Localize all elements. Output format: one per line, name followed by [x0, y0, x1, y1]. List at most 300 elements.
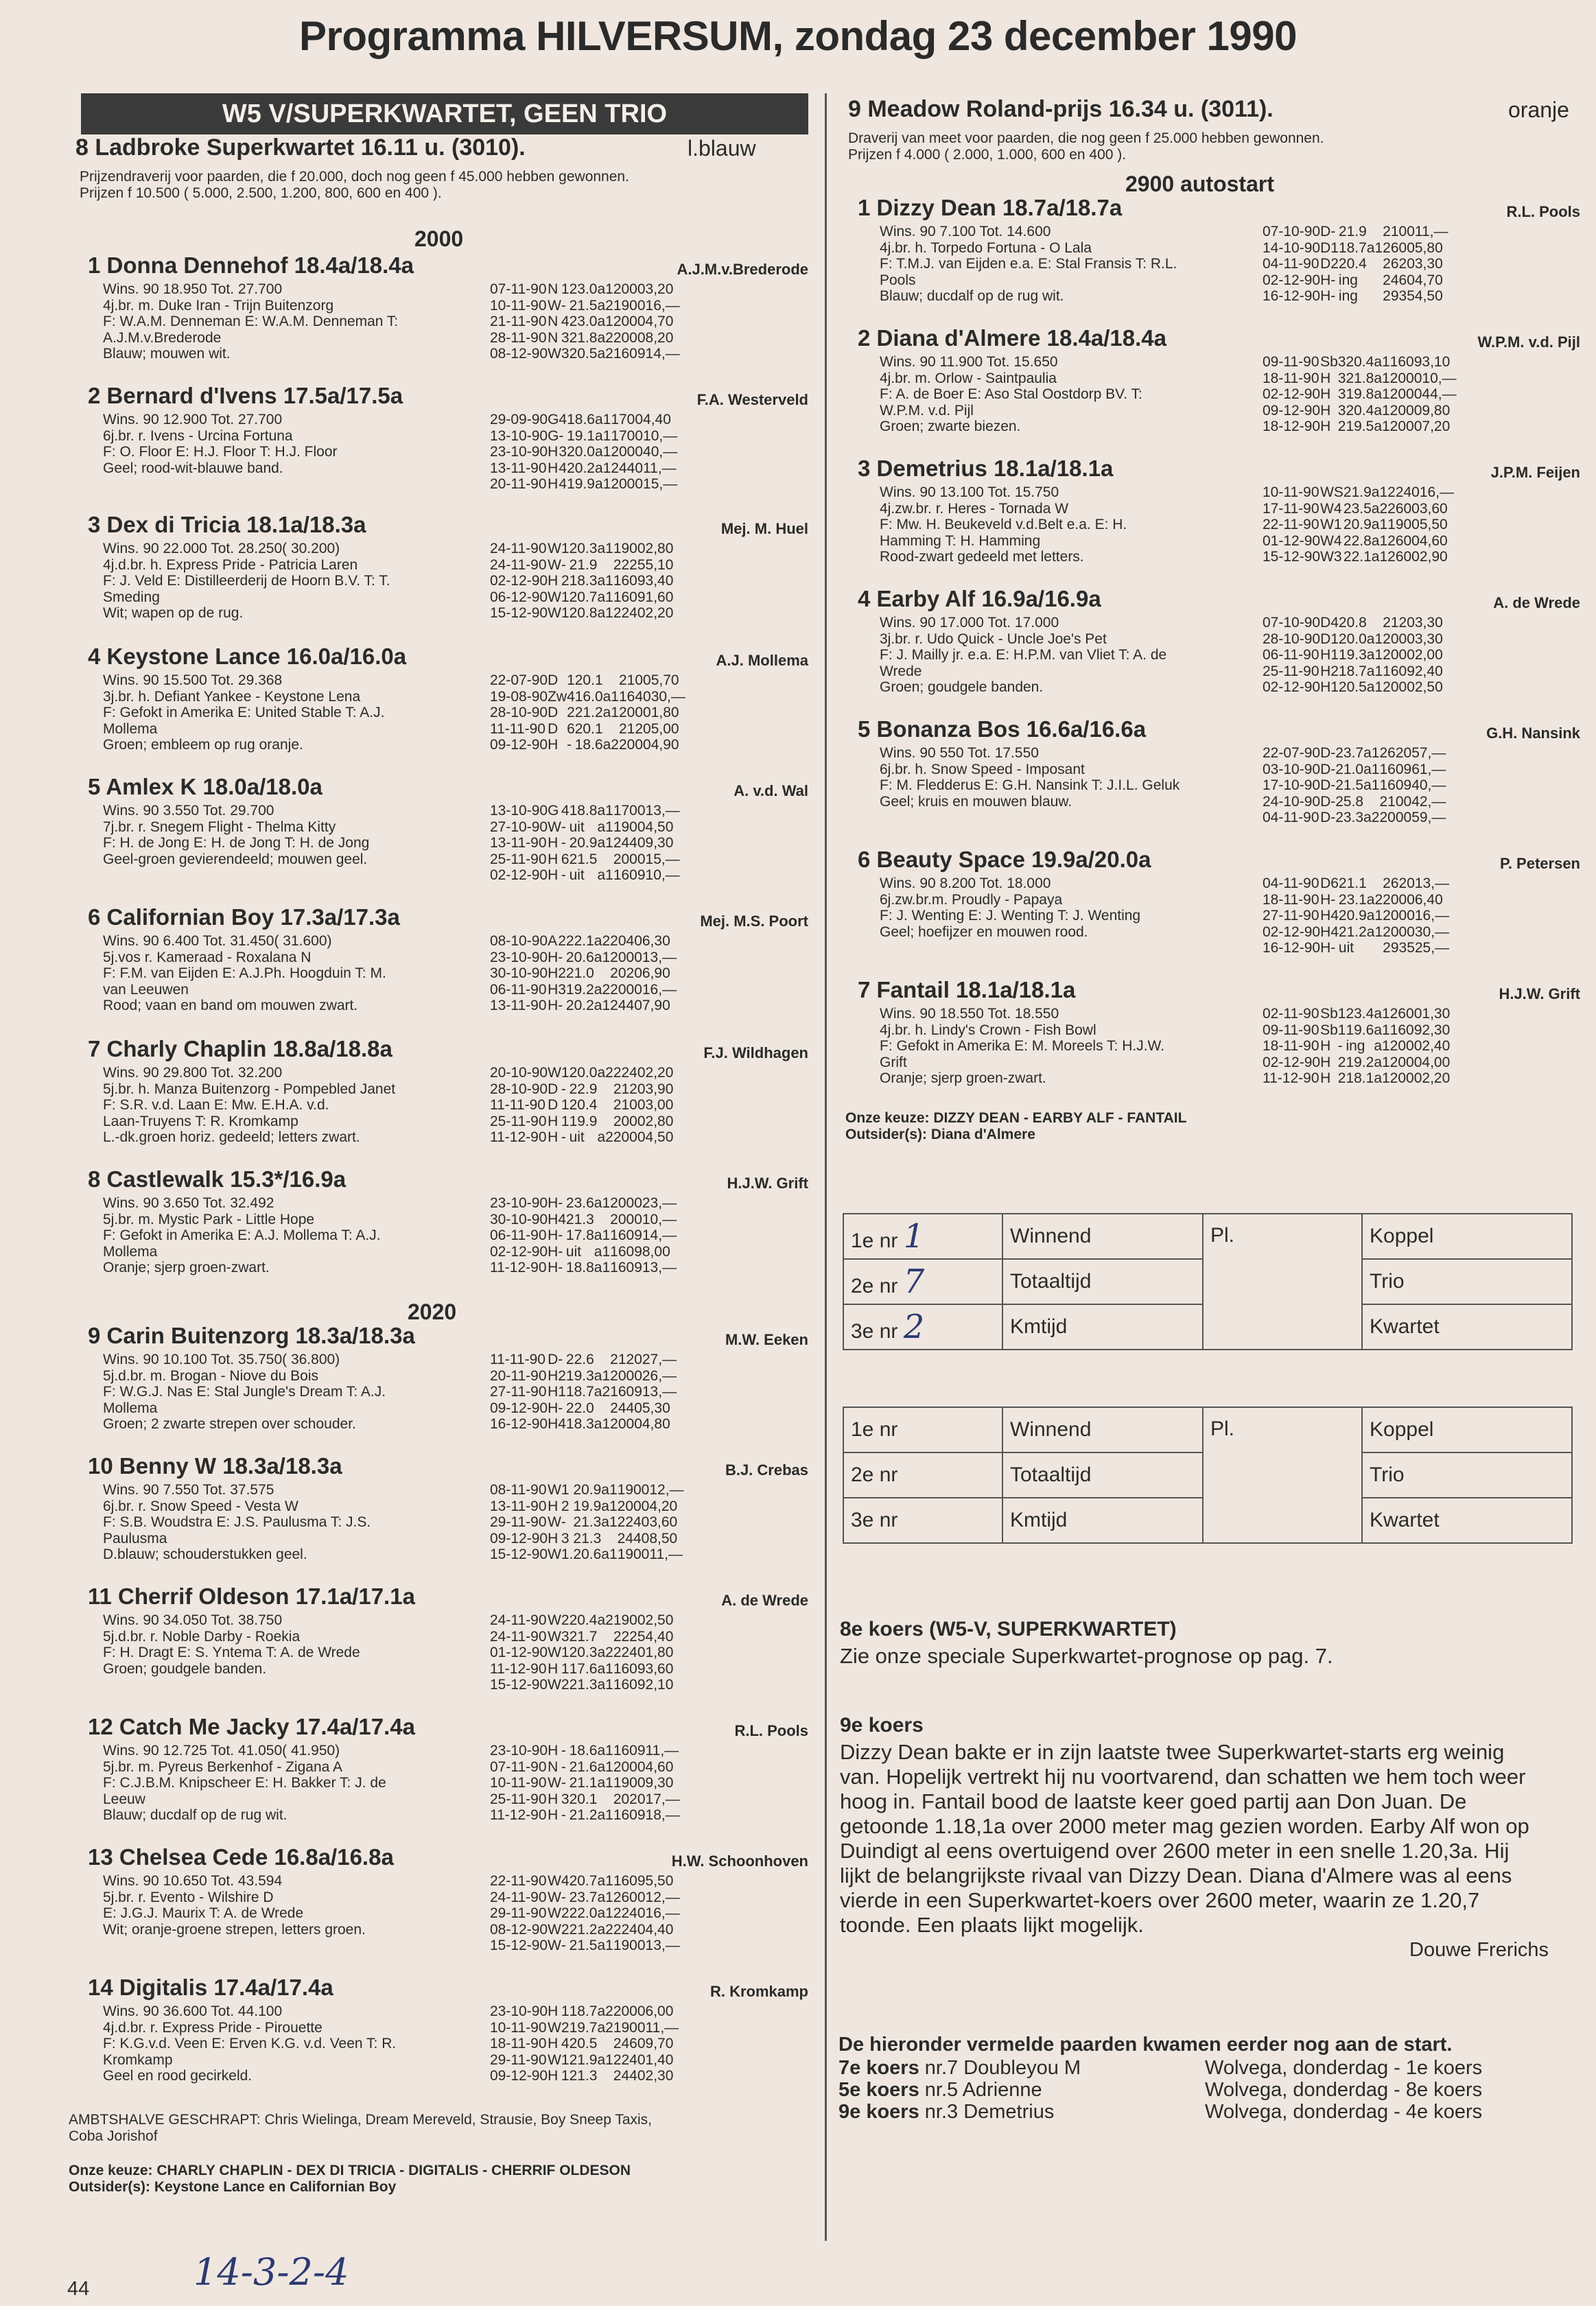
- result-cell: 07-10-90: [1263, 615, 1321, 631]
- horse-name: 5 Amlex K 18.0a/18.0a: [88, 774, 322, 799]
- result-cell: 30-10-90: [490, 1211, 548, 1227]
- result-cell: 17-10-90: [1263, 777, 1321, 793]
- earlier-row: [838, 2079, 1042, 2101]
- result1-handwritten-3: 2: [903, 1308, 925, 1346]
- result-cell: 1: [1330, 679, 1339, 695]
- result-cell: 11-11-90: [490, 1097, 545, 1113]
- horse-info-line: Kromkamp: [103, 2051, 173, 2068]
- result-cell: 1,80: [650, 705, 679, 720]
- result1-handwritten-1: 1: [903, 1217, 925, 1256]
- result-cell: H: [1320, 923, 1331, 940]
- result-cell: 2440: [613, 835, 646, 851]
- horse-info-line: Groen; zwarte biezen.: [880, 419, 1021, 434]
- result-cell: [1367, 288, 1383, 305]
- result-cell: 1609: [613, 346, 646, 362]
- result-row: [490, 1368, 677, 1385]
- result-cell: 19.6: [1346, 1022, 1374, 1038]
- horse-info-line: F: A. de Boer E: Aso Stal Oostdorp BV. T:: [880, 386, 1142, 402]
- result-cell: 1: [1330, 239, 1339, 256]
- result-cell: 1900: [613, 1938, 646, 1953]
- result-cell: Sb: [1320, 354, 1338, 370]
- horse-results: [490, 281, 680, 362]
- horse-info-line: Wins. 90 3.550 Tot. 29.700: [103, 803, 274, 819]
- result-cell: 26,—: [642, 1367, 677, 1384]
- result-cell: 21.3: [573, 1514, 602, 1530]
- result-cell: 21.2: [1338, 923, 1367, 940]
- horse-info-line: F: Mw. H. Beukeveld v.d.Belt e.a. E: H.: [880, 517, 1127, 532]
- result-cell: 1609: [613, 589, 646, 605]
- result-cell: 4,60: [645, 1758, 674, 1775]
- race-9-prizes: Prijzen f 4.000 ( 2.000, 1.000, 600 en 400 ).: [848, 147, 1127, 163]
- horse-results: [1263, 354, 1457, 435]
- result-cell: 2100: [1379, 793, 1412, 810]
- result-cell: 24-11-90: [490, 1628, 547, 1645]
- result-cell: H: [1320, 647, 1331, 663]
- result-row: [490, 476, 677, 493]
- result-row: [490, 541, 673, 557]
- result-row: [490, 1227, 677, 1244]
- result-cell: W: [1320, 532, 1334, 549]
- result-row: [490, 460, 677, 477]
- horse-info-line: Leeuw: [103, 1791, 145, 1807]
- result1-trio: Trio: [1362, 1259, 1572, 1304]
- result-cell: a1: [1374, 370, 1390, 386]
- horse-results: [490, 412, 677, 493]
- result-cell: 8,00: [642, 1243, 670, 1260]
- result-cell: 1609: [613, 1873, 646, 1889]
- horse-info-line: F: C.J.B.M. Knipscheer E: H. Bakker T: J. de: [103, 1775, 386, 1791]
- result-cell: 22-07-90: [490, 672, 548, 688]
- result-cell: 21.3: [573, 1530, 602, 1546]
- result-cell: 2000: [1379, 810, 1412, 825]
- horse-info-line: Wins. 90 22.000 Tot. 28.250( 30.200): [103, 541, 340, 556]
- horse-results: [490, 672, 685, 753]
- result-cell: [594, 1212, 610, 1228]
- result-cell: 19.2: [565, 981, 594, 998]
- result-cell: 2000: [618, 705, 651, 720]
- horse-info-line: F: J. Mailly jr. e.a. E: H.P.M. van Vliet T: A. de: [880, 647, 1167, 663]
- result-cell: W: [548, 1514, 561, 1530]
- result-cell: 24-11-90: [490, 541, 547, 556]
- result-cell: 20.6: [565, 949, 594, 965]
- result-cell: D: [1320, 745, 1331, 761]
- result-cell: 2440: [610, 998, 642, 1013]
- result-row: [1263, 370, 1457, 387]
- horse-info-line: 4j.d.br. h. Express Pride - Patricia Laren: [103, 556, 358, 573]
- horse-trainer: H.J.W. Grift: [727, 1175, 808, 1192]
- result-row: [490, 1195, 677, 1212]
- horse-info-line: 5j.br. m. Mystic Park - Little Hope: [103, 1211, 315, 1227]
- result-cell: A: [548, 933, 558, 949]
- result-cell: -: [567, 737, 572, 753]
- result-row: [1263, 403, 1457, 419]
- horse-info: [103, 933, 487, 1014]
- result-cell: 20.0: [569, 1065, 598, 1081]
- result2-pl: Pl.: [1203, 1407, 1362, 1543]
- result-cell: 3,30: [1414, 631, 1443, 647]
- result-cell: 21.2: [574, 705, 603, 720]
- result-cell: -: [561, 867, 566, 883]
- result-row: [490, 1260, 677, 1276]
- result-cell: 18.7: [1338, 663, 1367, 679]
- result-cell: 20.2: [565, 998, 594, 1013]
- result-cell: 08-11-90: [490, 1482, 547, 1498]
- result-cell: 3,40: [645, 573, 674, 589]
- result-cell: Sb: [1320, 1006, 1338, 1022]
- result-cell: 1: [561, 1482, 570, 1498]
- result-cell: 17.6: [569, 1660, 598, 1677]
- result-cell: 27-10-90: [490, 819, 548, 835]
- result-cell: -: [1330, 793, 1336, 810]
- result-row: [490, 1400, 677, 1417]
- result-cell: 1: [1337, 1022, 1346, 1038]
- result-cell: 18-11-90: [1263, 1038, 1319, 1054]
- result-cell: 20.4: [569, 1097, 598, 1113]
- result-row: [1263, 940, 1449, 956]
- result-cell: 3: [1337, 386, 1346, 402]
- result-cell: uit: [569, 867, 585, 883]
- horse-trainer: R. Kromkamp: [709, 1983, 808, 2000]
- result-cell: W: [548, 541, 561, 556]
- result-row: [1263, 517, 1454, 533]
- result-cell: 2000: [1383, 647, 1415, 663]
- horse-info-line: 4j.br. m. Duke Iran - Trijn Buitenzorg: [103, 297, 334, 314]
- result-row: [490, 867, 680, 884]
- earlier-horse: nr.5 Adrienne: [919, 2079, 1042, 2101]
- result-cell: 25-11-90: [490, 851, 547, 867]
- result-cell: 21.5: [569, 297, 598, 314]
- horse-results: [1263, 484, 1454, 565]
- result-cell: [1363, 794, 1379, 810]
- result-cell: -: [561, 1758, 566, 1775]
- result-cell: 1: [567, 672, 575, 688]
- result-cell: 20.6: [573, 1546, 602, 1562]
- result-row: [490, 1645, 673, 1661]
- result-cell: 59,—: [1411, 810, 1446, 825]
- horse-results: [490, 1873, 680, 1954]
- result-cell: 09-12-90: [490, 737, 548, 753]
- result-row: [1263, 256, 1448, 272]
- result-cell: 2,50: [1414, 679, 1443, 695]
- result-cell: 57,—: [1411, 745, 1446, 761]
- result-cell: 21.2: [569, 1921, 598, 1938]
- result-cell: 2600: [1389, 1006, 1422, 1022]
- result-row: [490, 314, 680, 330]
- result-cell: 2,90: [1419, 549, 1448, 565]
- result-cell: 23-10-90: [490, 1195, 548, 1211]
- earlier-row: [838, 2101, 1054, 2123]
- result-row: [1263, 288, 1448, 305]
- result-cell: [1367, 224, 1383, 240]
- horse-trainer: A. de Wrede: [721, 1592, 808, 1609]
- result-row: [490, 721, 685, 738]
- result-row: [1263, 240, 1448, 257]
- result-cell: D: [1320, 875, 1331, 891]
- horse-info-line: Mollema: [103, 1400, 158, 1416]
- result-cell: 5,80: [1414, 239, 1443, 256]
- result-cell: H: [548, 737, 559, 753]
- result-cell: 1: [561, 2051, 570, 2068]
- result-cell: a1: [597, 1807, 613, 1823]
- result-cell: -: [561, 1514, 566, 1530]
- horse-trainer: G.H. Nansink: [1486, 725, 1580, 742]
- result-cell: 2240: [613, 1065, 646, 1081]
- result-cell: 5,70: [650, 672, 679, 688]
- result-cell: N: [548, 1758, 559, 1775]
- result-cell: 22.6: [565, 1352, 594, 1367]
- result-cell: 1609: [613, 867, 646, 883]
- horse-info-line: 7j.br. r. Snegem Flight - Thelma Kitty: [103, 819, 336, 835]
- result-cell: 21.6: [569, 1758, 598, 1775]
- result-cell: 2240: [613, 1645, 646, 1660]
- result-cell: H: [548, 851, 559, 867]
- result-cell: a1: [1374, 354, 1390, 370]
- horse-info-line: F: Gefokt in Amerika E: United Stable T: A.J.: [103, 705, 385, 720]
- result-cell: 4: [1330, 908, 1339, 923]
- result-cell: uit: [565, 1243, 582, 1260]
- result-cell: 2600: [1383, 239, 1415, 256]
- result-cell: 23,—: [642, 1195, 677, 1211]
- horse-trainer: R.L. Pools: [1506, 203, 1580, 220]
- result-cell: 08-12-90: [490, 1921, 548, 1938]
- result-cell: 21.5: [1335, 777, 1364, 793]
- result-cell: a2: [602, 737, 619, 753]
- result-cell: a1: [1363, 761, 1380, 777]
- result-row: [490, 2036, 679, 2052]
- result-cell: a1: [1371, 517, 1388, 532]
- result-cell: 3: [1337, 402, 1346, 419]
- result-cell: W: [548, 2051, 561, 2068]
- result-cell: 1609: [1389, 1022, 1422, 1038]
- horse-info: [880, 484, 1264, 565]
- result-cell: a2: [594, 1384, 611, 1400]
- horse-info: [103, 2003, 487, 2084]
- earlier-where: Wolvega, donderdag - 8e koers: [1205, 2079, 1483, 2101]
- horse-info-line: 5j.br. m. Pyreus Berkenhof - Zigana A: [103, 1758, 343, 1775]
- result-cell: H: [1320, 663, 1331, 679]
- result-cell: a1: [1374, 402, 1390, 419]
- result-cell: 08-12-90: [490, 346, 548, 362]
- result-cell: a1: [597, 605, 613, 621]
- result-row: [1263, 679, 1443, 696]
- result-row: [490, 2068, 679, 2084]
- koers9-line: van. Hopelijk vertrekt hij nu voortvarend, dan schatten we hem toch weer: [840, 1765, 1526, 1789]
- outsider-left: Outsider(s): Keystone Lance en Californian Boy: [69, 2179, 397, 2195]
- horse-info-line: 3j.br. r. Udo Quick - Uncle Joe's Pet: [880, 631, 1107, 647]
- result-cell: 1,40: [645, 2051, 674, 2068]
- result-cell: 4: [561, 2036, 570, 2051]
- horse-info-line: F: S.B. Woudstra E: J.S. Paulusma T: J.S.: [103, 1514, 371, 1530]
- result-cell: 20.5: [569, 346, 598, 362]
- result-cell: -: [561, 1938, 566, 1953]
- result-cell: a2: [597, 1921, 613, 1938]
- result-cell: 4: [1333, 532, 1342, 549]
- result-cell: 2620: [1383, 256, 1415, 272]
- result-cell: H: [1320, 419, 1331, 434]
- result-cell: -: [561, 819, 566, 835]
- result-cell: 22.8: [1343, 532, 1372, 549]
- horse-info-line: 6j.br. r. Ivens - Urcina Fortuna: [103, 427, 293, 444]
- result-cell: a1: [597, 541, 613, 556]
- result-cell: a1: [594, 412, 611, 427]
- result-cell: a2: [597, 2003, 613, 2019]
- result-cell: 1: [561, 2068, 570, 2084]
- result-cell: 08-10-90: [490, 933, 548, 949]
- horse-info: [103, 1873, 487, 1938]
- result-cell: 23.7: [1335, 745, 1364, 761]
- result-table-1: [843, 1213, 1573, 1350]
- result-cell: H: [548, 444, 559, 460]
- result-row: [490, 1514, 684, 1531]
- horse-info-line: Wins. 90 550 Tot. 17.550: [880, 745, 1039, 761]
- result-cell: 2240: [1387, 484, 1420, 500]
- result-cell: 2,10: [645, 1677, 674, 1693]
- result-cell: 2000: [613, 851, 646, 867]
- result-cell: 9,70: [645, 2036, 674, 2051]
- result-cell: 01-12-90: [490, 1645, 548, 1660]
- result-cell: [597, 2068, 613, 2084]
- horse-results: [490, 933, 677, 1014]
- horse-info-line: Rood-zwart gedeeld met letters.: [880, 549, 1084, 565]
- result-cell: 4: [561, 1873, 570, 1889]
- result-cell: 20.4: [1346, 354, 1374, 370]
- result-cell: 4: [567, 688, 575, 705]
- result-cell: D: [1320, 793, 1331, 810]
- result-cell: 02-12-90: [1263, 679, 1321, 695]
- result-cell: a1: [1366, 663, 1383, 679]
- result-cell: 2240: [617, 1514, 650, 1530]
- horse-results: [1263, 224, 1448, 305]
- horse-results: [490, 1352, 677, 1433]
- result-cell: 11,—: [643, 460, 677, 476]
- result-cell: 9,30: [645, 1775, 674, 1791]
- result-cell: 1900: [613, 2019, 646, 2036]
- result-cell: H: [548, 965, 559, 981]
- result-cell: 13,—: [642, 1260, 677, 1275]
- result-cell: Zw: [548, 688, 567, 705]
- horse-info-line: 4j.br. h. Lindy's Crown - Fish Bowl: [880, 1022, 1096, 1038]
- horse-name: 14 Digitalis 17.4a/17.4a: [88, 1975, 333, 2000]
- horse-results: [1263, 875, 1449, 956]
- result-cell: H: [1320, 370, 1331, 386]
- result-cell: 1: [561, 2003, 570, 2019]
- result-cell: 20.4: [569, 1612, 598, 1628]
- scratched-list: AMBTSHALVE GESCHRAPT: Chris Wielinga, Dream Mereveld, Strausie, Boy Sneep Taxis,: [69, 2112, 653, 2128]
- result-cell: -: [561, 1775, 566, 1791]
- result-cell: a2: [597, 2019, 613, 2036]
- horse-name: 6 Californian Boy 17.3a/17.3a: [88, 904, 400, 930]
- result-cell: 16,—: [1414, 908, 1450, 923]
- horse-trainer: W.P.M. v.d. Pijl: [1477, 333, 1580, 351]
- horse-info-line: van Leeuwen: [103, 981, 189, 998]
- result-cell: ing: [1346, 1038, 1365, 1054]
- result-row: [1263, 794, 1446, 810]
- horse-info-line: Groen; 2 zwarte strepen over schouder.: [103, 1416, 356, 1432]
- result-cell: 02-12-90: [1263, 386, 1321, 402]
- result-cell: 20.8: [569, 605, 598, 621]
- result-cell: 1609: [610, 1260, 642, 1275]
- result-row: [490, 1661, 673, 1678]
- horse-info-line: 4j.br. h. Torpedo Fortuna - O Lala: [880, 239, 1092, 256]
- result-cell: 1: [561, 1645, 570, 1660]
- result-cell: 2440: [613, 2068, 646, 2084]
- result-row: [490, 1546, 684, 1563]
- result-cell: 06-11-90: [490, 981, 547, 998]
- result-cell: 4: [561, 314, 570, 329]
- result-cell: -: [1330, 272, 1336, 288]
- result-cell: -: [1330, 810, 1336, 825]
- horse-name: 5 Bonanza Bos 16.6a/16.6a: [858, 716, 1147, 742]
- result-cell: 19-08-90: [490, 688, 548, 705]
- result-cell: 23.0: [569, 281, 598, 297]
- result-cell: 2100: [618, 672, 651, 688]
- result-cell: H: [1320, 288, 1331, 304]
- result-row: [490, 965, 677, 982]
- result-row: [1263, 631, 1443, 648]
- result-cell: 2000: [613, 281, 646, 297]
- result-cell: 2,30: [1422, 1022, 1451, 1038]
- result-cell: 04-11-90: [1263, 875, 1319, 891]
- horse-trainer: A.J. Mollema: [716, 652, 808, 669]
- result-row: [490, 851, 680, 868]
- horse-info-line: Wins. 90 11.900 Tot. 15.650: [880, 354, 1058, 370]
- result-cell: 1900: [613, 819, 646, 835]
- horse-info-line: Wins. 90 7.550 Tot. 37.575: [103, 1482, 274, 1498]
- horse-info-line: Groen; goudgele banden.: [880, 679, 1044, 695]
- result-row: [490, 950, 677, 966]
- horse-info-line: 5j.vos r. Kameraad - Roxalana N: [103, 949, 312, 965]
- result-cell: 1700: [611, 412, 644, 427]
- result-cell: 27-11-90: [1263, 908, 1319, 923]
- earlier-race: 9e koers: [838, 2101, 919, 2123]
- horse-trainer: A.J.M.v.Brederode: [677, 261, 808, 278]
- result-cell: 1,60: [645, 589, 674, 605]
- result-cell: 1609: [610, 1384, 642, 1400]
- result-cell: 02-12-90: [1263, 923, 1321, 940]
- result-cell: a1: [1374, 1022, 1390, 1038]
- result-cell: 2120: [610, 1352, 642, 1367]
- horse-info: [103, 672, 487, 753]
- result-cell: 19.7: [569, 2019, 598, 2036]
- result-cell: 17,—: [645, 1791, 680, 1807]
- result-cell: 2000: [610, 949, 642, 965]
- result-cell: 02-12-90: [1263, 272, 1321, 288]
- result-cell: a1: [594, 1195, 611, 1211]
- result-cell: 25-11-90: [490, 1113, 547, 1129]
- result-cell: 20.9: [569, 835, 598, 851]
- result-cell: -: [561, 1743, 566, 1758]
- result-cell: 13-10-90: [490, 427, 548, 444]
- horse-info-line: F: Gefokt in Amerika E: A.J. Mollema T: A.J.: [103, 1227, 381, 1243]
- earlier-starts-title: De hieronder vermelde paarden kwamen eerder nog aan de start.: [838, 2034, 1453, 2056]
- result-cell: H: [1320, 940, 1331, 956]
- result-cell: H: [548, 1791, 559, 1807]
- result2-winnend: Winnend: [1002, 1407, 1203, 1452]
- result-cell: 1900: [617, 1482, 650, 1498]
- result-cell: 16-12-90: [1263, 288, 1321, 304]
- result-cell: 1609: [1383, 663, 1415, 679]
- result-cell: 2600: [613, 1889, 646, 1905]
- result-cell: 2000: [610, 981, 642, 998]
- result1-nr2: 2e nr: [851, 1275, 898, 1297]
- result-cell: 4: [558, 1211, 566, 1227]
- result-cell: 15-12-90: [1263, 549, 1321, 565]
- result-cell: 20.3: [569, 1645, 598, 1660]
- result-cell: 1700: [613, 803, 646, 819]
- result-cell: 3,30: [1414, 256, 1443, 272]
- result-table-2: [843, 1407, 1573, 1544]
- result-cell: 06-11-90: [1263, 647, 1319, 663]
